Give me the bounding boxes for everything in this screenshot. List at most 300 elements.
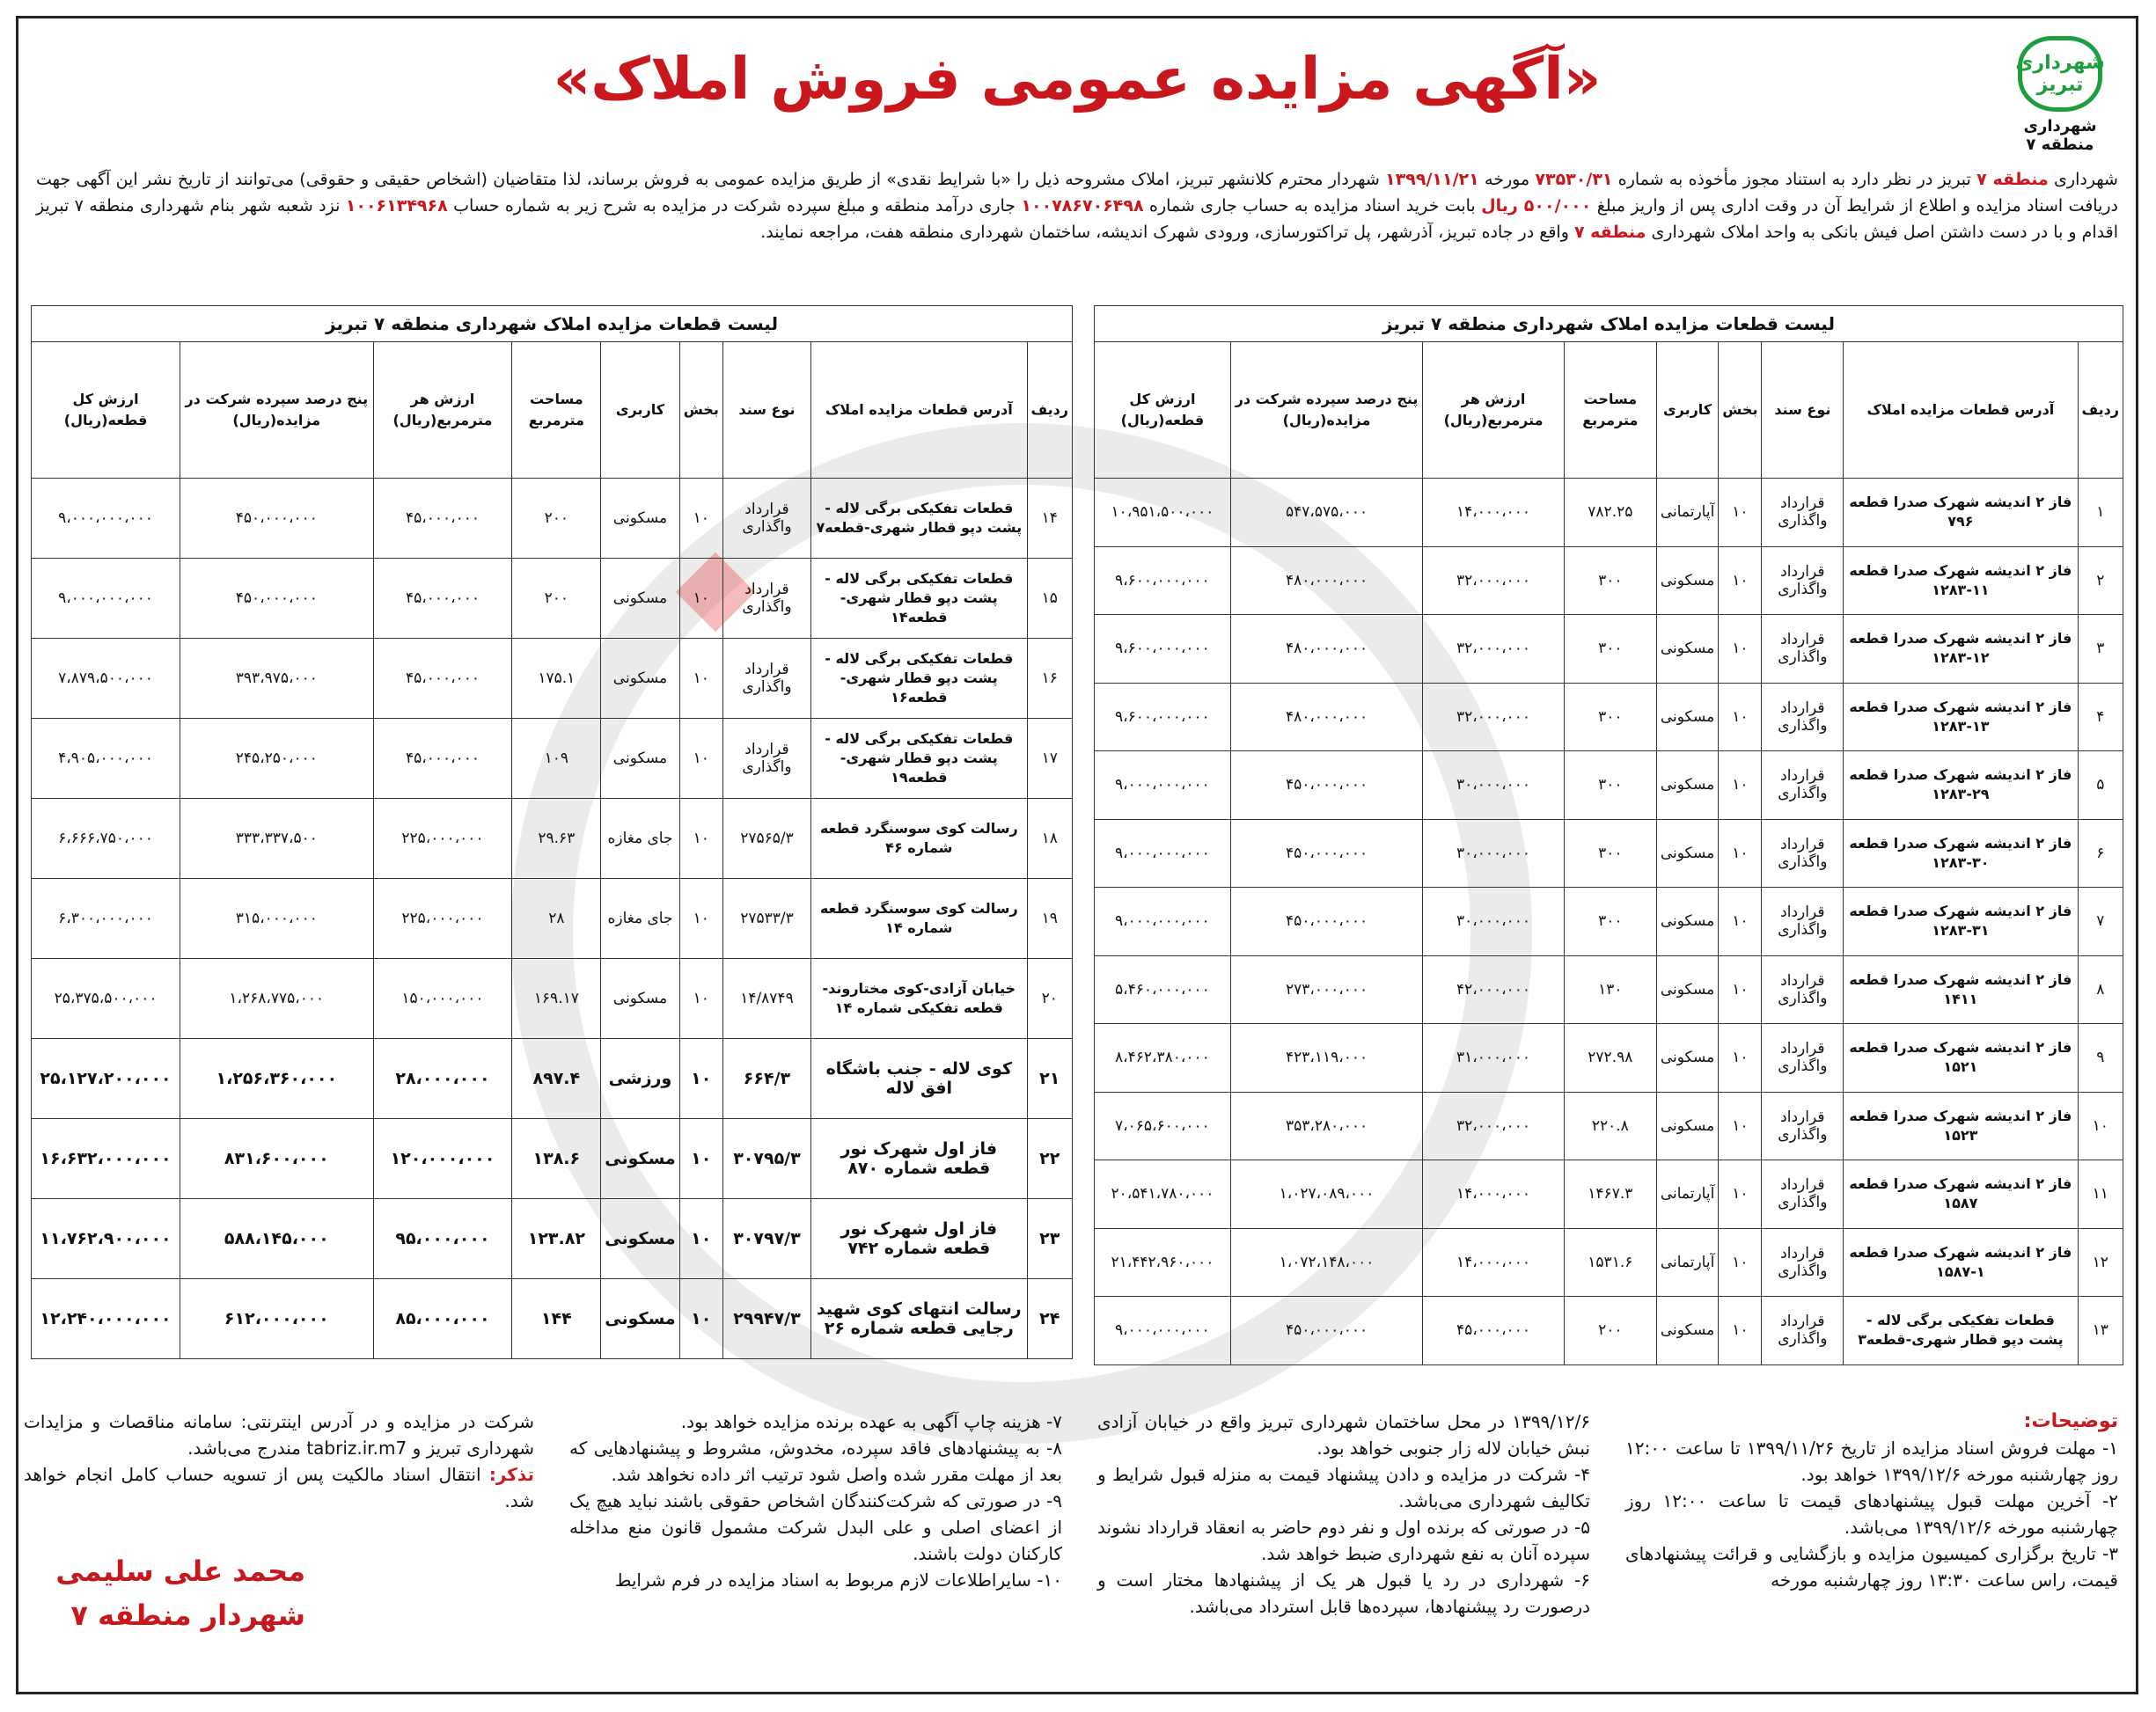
cell-address: فاز اول شهرک نور قطعه شماره ۸۷۰ <box>811 1119 1027 1199</box>
table-row <box>32 479 1073 559</box>
cell-document-type: قرارداد واگذاری <box>1762 479 1844 547</box>
cell-price-per-sqm: ۴۲،۰۰۰،۰۰۰ <box>1423 955 1565 1024</box>
intro-text: شهردار محترم کلانشهر تبریز، املاک مشروحه ذیل را «با شرایط نقدی» از طریق مزایده عمومی به فروش برساند، لذا متقاضیان (اشخاص حقیقی و حقوقی) می‌توانند از تاریخ نشر این آگهی جهت دریافت اسناد مزایده و اطلاع از شرایط آن در وقت اداری پس از واریز مبلغ <box>36 170 2119 216</box>
notes-column-2 <box>1097 1408 1590 1620</box>
cell-document-type: قرارداد واگذاری <box>1762 1024 1844 1093</box>
cell-land-use: ورزشی <box>601 1039 679 1119</box>
cell-total-value: ۹،۰۰۰،۰۰۰،۰۰۰ <box>32 559 180 639</box>
cell-area: ۳۰۰ <box>1564 546 1656 615</box>
cell-row-number: ۱ <box>2078 479 2123 547</box>
cell-area: ۱۲۳.۸۲ <box>512 1199 601 1279</box>
cell-document-type: قرارداد واگذاری <box>1762 1297 1844 1365</box>
intro-region: منطقه ۷ <box>1976 170 2049 189</box>
cell-address: قطعات تفکیکی برگی لاله - پشت دپو قطار شهری-قطعه۷ <box>811 479 1027 559</box>
notes-column-1 <box>1625 1408 2118 1593</box>
cell-area: ۱۳۸.۶ <box>512 1119 601 1199</box>
cell-area: ۱۰۹ <box>512 719 601 799</box>
cell-price-per-sqm: ۸۵،۰۰۰،۰۰۰ <box>373 1279 512 1359</box>
column-header-deposit: پنج درصد سپرده شرکت در مزایده(ریال) <box>1230 342 1422 479</box>
column-header-address: آدرس قطعات مزایده املاک <box>811 342 1027 479</box>
cell-row-number: ۷ <box>2078 888 2123 956</box>
cell-row-number: ۲۳ <box>1027 1199 1072 1279</box>
cell-area: ۲۷۲.۹۸ <box>1564 1024 1656 1093</box>
cell-section: ۱۰ <box>1719 819 1762 888</box>
cell-address: رسالت کوی سوسنگرد قطعه شماره ۱۴ <box>811 879 1027 959</box>
cell-price-per-sqm: ۴۵،۰۰۰،۰۰۰ <box>373 559 512 639</box>
auction-table-left <box>31 305 1073 1359</box>
cell-area: ۷۸۲.۲۵ <box>1564 479 1656 547</box>
cell-row-number: ۱۲ <box>2078 1228 2123 1297</box>
cell-address: فاز ۲ اندیشه شهرک صدرا قطعه ۱۱-۱۲۸۳ <box>1844 546 2078 615</box>
notes-column-3 <box>569 1408 1062 1593</box>
cell-section: ۱۰ <box>679 959 722 1039</box>
cell-deposit: ۴۸۰،۰۰۰،۰۰۰ <box>1230 615 1422 684</box>
signer-name: محمد علی سلیمی <box>55 1555 305 1588</box>
cell-total-value: ۹،۰۰۰،۰۰۰،۰۰۰ <box>1095 1297 1231 1365</box>
logo-text: شهرداری تبریز <box>2015 52 2105 96</box>
cell-address: قطعات تفکیکی برگی لاله - پشت دپو قطار شهری-قطعه۳ <box>1844 1297 2078 1365</box>
cell-area: ۲۰۰ <box>1564 1297 1656 1365</box>
page-title: «آگهی مزایده عمومی فروش املاک» <box>553 45 1602 113</box>
cell-land-use: مسکونی <box>601 959 679 1039</box>
column-header-land-use: کاربری <box>601 342 679 479</box>
auction-notice-page <box>16 16 2138 1694</box>
header <box>18 18 2136 159</box>
cell-address: فاز ۲ اندیشه شهرک صدرا قطعه ۱۵۲۱ <box>1844 1024 2078 1093</box>
cell-area: ۲۰۰ <box>512 479 601 559</box>
intro-text: نزد شعبه شهر بنام شهرداری منطقه ۷ تبریز اقدام و با در دست داشتن اصل فیش بانکی به واحد املاک شهرداری <box>36 196 2118 242</box>
cell-section: ۱۰ <box>1719 1297 1762 1365</box>
cell-deposit: ۴۸۰،۰۰۰،۰۰۰ <box>1230 546 1422 615</box>
cell-land-use: مسکونی <box>1656 888 1718 956</box>
cell-land-use: مسکونی <box>601 719 679 799</box>
cell-deposit: ۴۲۳،۱۱۹،۰۰۰ <box>1230 1024 1422 1093</box>
cell-price-per-sqm: ۴۵،۰۰۰،۰۰۰ <box>373 719 512 799</box>
column-header-deposit: پنج درصد سپرده شرکت در مزایده(ریال) <box>180 342 373 479</box>
cell-deposit: ۴۵۰،۰۰۰،۰۰۰ <box>1230 888 1422 956</box>
cell-price-per-sqm: ۲۸،۰۰۰،۰۰۰ <box>373 1039 512 1119</box>
cell-document-type: قرارداد واگذاری <box>1762 1160 1844 1229</box>
cell-deposit: ۱،۲۶۸،۷۷۵،۰۰۰ <box>180 959 373 1039</box>
cell-land-use: مسکونی <box>1656 751 1718 820</box>
cell-document-type: قرارداد واگذاری <box>1762 1228 1844 1297</box>
cell-price-per-sqm: ۱۴،۰۰۰،۰۰۰ <box>1423 1160 1565 1229</box>
cell-row-number: ۸ <box>2078 955 2123 1024</box>
cell-deposit: ۵۴۷،۵۷۵،۰۰۰ <box>1230 479 1422 547</box>
cell-total-value: ۱۱،۷۶۲،۹۰۰،۰۰۰ <box>32 1199 180 1279</box>
table-row <box>1095 955 2123 1024</box>
cell-price-per-sqm: ۴۵،۰۰۰،۰۰۰ <box>1423 1297 1565 1365</box>
cell-address: فاز ۲ اندیشه شهرک صدرا قطعه ۱۵۲۳ <box>1844 1092 2078 1160</box>
cell-area: ۱۶۹.۱۷ <box>512 959 601 1039</box>
table-row <box>32 639 1073 719</box>
table-row <box>32 1279 1073 1359</box>
signer-title: شهردار منطقه ۷ <box>70 1599 305 1632</box>
cell-document-type: قرارداد واگذاری <box>722 559 810 639</box>
table-body <box>1095 479 2123 1365</box>
cell-land-use: مسکونی <box>1656 1024 1718 1093</box>
cell-document-type: قرارداد واگذاری <box>1762 955 1844 1024</box>
cell-section: ۱۰ <box>679 559 722 639</box>
cell-area: ۱۷۵.۱ <box>512 639 601 719</box>
cell-total-value: ۶،۶۶۶،۷۵۰،۰۰۰ <box>32 799 180 879</box>
note-8: ۸- به پیشنهادهای فاقد سپرده، مخدوش، مشروط و پیشنهادهایی که بعد از مهلت مقرر شده واصل شود ترتیب اثر داده نخواهد شد. <box>569 1438 1062 1485</box>
table-row <box>32 959 1073 1039</box>
table-row <box>1095 1092 2123 1160</box>
cell-document-type: ۳۰۷۹۵/۳ <box>722 1119 810 1199</box>
cell-deposit: ۳۹۳،۹۷۵،۰۰۰ <box>180 639 373 719</box>
column-header-price-per-sqm: ارزش هر مترمربع(ریال) <box>1423 342 1565 479</box>
column-header-land-use: کاربری <box>1656 342 1718 479</box>
table-row <box>1095 1160 2123 1229</box>
cell-document-type: قرارداد واگذاری <box>722 479 810 559</box>
cell-deposit: ۱،۲۵۶،۳۶۰،۰۰۰ <box>180 1039 373 1119</box>
cell-area: ۳۰۰ <box>1564 683 1656 751</box>
cell-price-per-sqm: ۱۴،۰۰۰،۰۰۰ <box>1423 1228 1565 1297</box>
cell-area: ۱۵۳۱.۶ <box>1564 1228 1656 1297</box>
notes-column-4 <box>24 1408 534 1637</box>
intro-text: جاری درآمد منطقه و مبلغ سپرده شرکت در مزایده به شرح زیر به شماره حساب <box>453 196 1016 216</box>
cell-address: رسالت کوی سوسنگرد قطعه شماره ۴۶ <box>811 799 1027 879</box>
note-4: ۴- شرکت در مزایده و دادن پیشنهاد قیمت به منزله قبول شرایط و تکالیف شهرداری می‌باشد. <box>1097 1464 1590 1511</box>
cell-document-type: ۶۶۴/۳ <box>722 1039 810 1119</box>
note-9: ۹- در صورتی که شرکت‌کنندگان اشخاص حقوقی باشند نباید هیچ یک از اعضای اصلی و علی البدل شرکت مشمول قانون منع مداخله کارکنان دولت باشند. <box>569 1490 1062 1564</box>
cell-price-per-sqm: ۲۲۵،۰۰۰،۰۰۰ <box>373 879 512 959</box>
cell-price-per-sqm: ۳۲،۰۰۰،۰۰۰ <box>1423 615 1565 684</box>
cell-section: ۱۰ <box>679 1119 722 1199</box>
cell-section: ۱۰ <box>1719 615 1762 684</box>
cell-total-value: ۹،۰۰۰،۰۰۰،۰۰۰ <box>1095 751 1231 820</box>
cell-area: ۳۰۰ <box>1564 888 1656 956</box>
cell-address: فاز ۲ اندیشه شهرک صدرا قطعه ۱۴۱۱ <box>1844 955 2078 1024</box>
cell-total-value: ۵،۴۶۰،۰۰۰،۰۰۰ <box>1095 955 1231 1024</box>
reminder-label: تذکر: <box>488 1464 534 1485</box>
note-7: ۷- هزینه چاپ آگهی به عهده برنده مزایده خواهد بود. <box>680 1411 1062 1432</box>
cell-land-use: مسکونی <box>1656 546 1718 615</box>
cell-section: ۱۰ <box>679 479 722 559</box>
cell-total-value: ۷،۸۷۹،۵۰۰،۰۰۰ <box>32 639 180 719</box>
cell-section: ۱۰ <box>1719 1228 1762 1297</box>
column-header-section: بخش <box>1719 342 1762 479</box>
cell-section: ۱۰ <box>679 1199 722 1279</box>
cell-total-value: ۹،۶۰۰،۰۰۰،۰۰۰ <box>1095 683 1231 751</box>
cell-document-type: قرارداد واگذاری <box>1762 1092 1844 1160</box>
cell-address: فاز ۲ اندیشه شهرک صدرا قطعه ۳۰-۱۲۸۳ <box>1844 819 2078 888</box>
cell-row-number: ۱۹ <box>1027 879 1072 959</box>
cell-section: ۱۰ <box>679 719 722 799</box>
cell-row-number: ۱۵ <box>1027 559 1072 639</box>
cell-area: ۲۰۰ <box>512 559 601 639</box>
cell-land-use: مسکونی <box>601 559 679 639</box>
cell-area: ۳۰۰ <box>1564 819 1656 888</box>
cell-address: فاز ۲ اندیشه شهرک صدرا قطعه ۱۵۸۷ <box>1844 1160 2078 1229</box>
cell-land-use: مسکونی <box>1656 819 1718 888</box>
cell-section: ۱۰ <box>1719 1024 1762 1093</box>
note-3-continued: ۱۳۹۹/۱۲/۶ در محل ساختمان شهرداری تبریز واقع در خیابان آزادی نبش خیابان لاله زار جنوبی خواهد بود. <box>1097 1411 1590 1459</box>
cell-row-number: ۲۴ <box>1027 1279 1072 1359</box>
note-6: ۶- شهرداری در رد یا قبول هر یک از پیشنهادها مختار است و درصورت رد پیشنهادها، سپرده‌ها قابل استرداد می‌باشد. <box>1097 1569 1590 1617</box>
cell-land-use: جای مغازه <box>601 799 679 879</box>
cell-deposit: ۲۷۳،۰۰۰،۰۰۰ <box>1230 955 1422 1024</box>
cell-row-number: ۱۶ <box>1027 639 1072 719</box>
cell-land-use: مسکونی <box>1656 615 1718 684</box>
cell-row-number: ۱۳ <box>2078 1297 2123 1365</box>
cell-row-number: ۱۴ <box>1027 479 1072 559</box>
cell-section: ۱۰ <box>679 879 722 959</box>
note-10-continued: شرکت در مزایده و در آدرس اینترنتی: سامانه مناقصات و مزایدات شهرداری تبریز و tabriz.ir.m7 مندرج می‌باشد. <box>24 1411 534 1459</box>
cell-row-number: ۵ <box>2078 751 2123 820</box>
note-2: ۲- آخرین مهلت قبول پیشنهادهای قیمت تا ساعت ۱۲:۰۰ روز چهارشنبه مورخه ۱۳۹۹/۱۲/۶ می‌باشد. <box>1625 1490 2118 1538</box>
cell-total-value: ۴،۹۰۵،۰۰۰،۰۰۰ <box>32 719 180 799</box>
cell-price-per-sqm: ۹۵،۰۰۰،۰۰۰ <box>373 1199 512 1279</box>
cell-deposit: ۴۵۰،۰۰۰،۰۰۰ <box>1230 1297 1422 1365</box>
cell-total-value: ۹،۰۰۰،۰۰۰،۰۰۰ <box>1095 819 1231 888</box>
cell-section: ۱۰ <box>679 799 722 879</box>
cell-price-per-sqm: ۴۵،۰۰۰،۰۰۰ <box>373 639 512 719</box>
cell-row-number: ۱۸ <box>1027 799 1072 879</box>
cell-row-number: ۲۰ <box>1027 959 1072 1039</box>
column-header-price-per-sqm: ارزش هر مترمربع(ریال) <box>373 342 512 479</box>
table-row <box>1095 479 2123 547</box>
auction-table-right <box>1094 305 2123 1365</box>
cell-row-number: ۲۱ <box>1027 1039 1072 1119</box>
cell-deposit: ۱،۰۷۲،۱۴۸،۰۰۰ <box>1230 1228 1422 1297</box>
cell-total-value: ۱۰،۹۵۱،۵۰۰،۰۰۰ <box>1095 479 1231 547</box>
cell-address: رسالت انتهای کوی شهید رجایی قطعه شماره ۲۶ <box>811 1279 1027 1359</box>
reminder-text: انتقال اسناد مالکیت پس از تسویه حساب کامل انجام خواهد شد. <box>24 1464 534 1511</box>
cell-total-value: ۲۰،۵۴۱،۷۸۰،۰۰۰ <box>1095 1160 1231 1229</box>
cell-price-per-sqm: ۴۵،۰۰۰،۰۰۰ <box>373 479 512 559</box>
cell-land-use: مسکونی <box>601 1199 679 1279</box>
column-header-total-value: ارزش کل قطعه(ریال) <box>1095 342 1231 479</box>
cell-section: ۱۰ <box>1719 955 1762 1024</box>
cell-section: ۱۰ <box>1719 546 1762 615</box>
cell-document-type: ۲۷۵۳۳/۳ <box>722 879 810 959</box>
note-1: ۱- مهلت فروش اسناد مزایده از تاریخ ۱۳۹۹/۱۱/۲۶ تا ساعت ۱۲:۰۰ روز چهارشنبه مورخه ۱۳۹۹/۱۲/۶ خواهد بود. <box>1625 1438 2118 1485</box>
cell-deposit: ۲۴۵،۲۵۰،۰۰۰ <box>180 719 373 799</box>
cell-row-number: ۱۰ <box>2078 1092 2123 1160</box>
cell-area: ۱۴۶۷.۳ <box>1564 1160 1656 1229</box>
cell-document-type: ۱۴/۸۷۴۹ <box>722 959 810 1039</box>
cell-deposit: ۸۳۱،۶۰۰،۰۰۰ <box>180 1119 373 1199</box>
cell-land-use: مسکونی <box>601 639 679 719</box>
column-header-address: آدرس قطعات مزایده املاک <box>1844 342 2078 479</box>
cell-price-per-sqm: ۳۰،۰۰۰،۰۰۰ <box>1423 819 1565 888</box>
table-caption: لیست قطعات مزایده املاک شهرداری منطقه ۷ تبریز <box>1094 305 2123 341</box>
cell-address: فاز ۲ اندیشه شهرک صدرا قطعه ۷۹۶ <box>1844 479 2078 547</box>
cell-total-value: ۱۲،۲۴۰،۰۰۰،۰۰۰ <box>32 1279 180 1359</box>
cell-row-number: ۹ <box>2078 1024 2123 1093</box>
cell-address: فاز ۲ اندیشه شهرک صدرا قطعه ۱۳-۱۲۸۳ <box>1844 683 2078 751</box>
cell-section: ۱۰ <box>679 1039 722 1119</box>
cell-area: ۳۰۰ <box>1564 751 1656 820</box>
cell-address: فاز ۲ اندیشه شهرک صدرا قطعه ۳۱-۱۲۸۳ <box>1844 888 2078 956</box>
cell-section: ۱۰ <box>1719 1160 1762 1229</box>
table-row <box>32 1039 1073 1119</box>
cell-document-type: قرارداد واگذاری <box>1762 683 1844 751</box>
cell-deposit: ۳۳۳،۳۳۷،۵۰۰ <box>180 799 373 879</box>
cell-row-number: ۲۲ <box>1027 1119 1072 1199</box>
cell-total-value: ۹،۶۰۰،۰۰۰،۰۰۰ <box>1095 615 1231 684</box>
cell-land-use: مسکونی <box>1656 955 1718 1024</box>
cell-total-value: ۲۵،۳۷۵،۵۰۰،۰۰۰ <box>32 959 180 1039</box>
cell-price-per-sqm: ۱۲۰،۰۰۰،۰۰۰ <box>373 1119 512 1199</box>
table-row <box>1095 546 2123 615</box>
cell-land-use: مسکونی <box>1656 1297 1718 1365</box>
cell-document-type: ۲۹۹۴۷/۳ <box>722 1279 810 1359</box>
table-row <box>32 719 1073 799</box>
cell-section: ۱۰ <box>1719 683 1762 751</box>
cell-total-value: ۷،۰۶۵،۶۰۰،۰۰۰ <box>1095 1092 1231 1160</box>
notes-heading: توضیحات: <box>2023 1410 2118 1432</box>
cell-area: ۳۰۰ <box>1564 615 1656 684</box>
cell-deposit: ۴۸۰،۰۰۰،۰۰۰ <box>1230 683 1422 751</box>
cell-address: فاز اول شهرک نور قطعه شماره ۷۴۲ <box>811 1199 1027 1279</box>
cell-document-type: قرارداد واگذاری <box>1762 615 1844 684</box>
cell-address: خیابان آزادی-کوی مختاروند-قطعه تفکیکی شماره ۱۴ <box>811 959 1027 1039</box>
column-header-row-number: ردیف <box>2078 342 2123 479</box>
cell-total-value: ۸،۴۶۲،۳۸۰،۰۰۰ <box>1095 1024 1231 1093</box>
cell-price-per-sqm: ۱۵۰،۰۰۰،۰۰۰ <box>373 959 512 1039</box>
cell-area: ۱۳۰ <box>1564 955 1656 1024</box>
cell-document-type: قرارداد واگذاری <box>1762 888 1844 956</box>
cell-deposit: ۳۱۵،۰۰۰،۰۰۰ <box>180 879 373 959</box>
cell-section: ۱۰ <box>1719 751 1762 820</box>
table-row <box>1095 1228 2123 1297</box>
cell-document-type: ۲۷۵۶۵/۳ <box>722 799 810 879</box>
cell-deposit: ۶۱۲،۰۰۰،۰۰۰ <box>180 1279 373 1359</box>
intro-text: شهرداری <box>2054 170 2118 189</box>
cell-address: قطعات تفکیکی برگی لاله - پشت دپو قطار شهری-قطعه۱۶ <box>811 639 1027 719</box>
cell-section: ۱۰ <box>679 1279 722 1359</box>
cell-land-use: آپارتمانی <box>1656 1160 1718 1229</box>
cell-row-number: ۲ <box>2078 546 2123 615</box>
cell-land-use: مسکونی <box>601 1279 679 1359</box>
table-header-row <box>1095 342 2123 479</box>
permit-date: ۱۳۹۹/۱۱/۲۱ <box>1385 170 1479 189</box>
cell-land-use: آپارتمانی <box>1656 479 1718 547</box>
table-row <box>1095 1024 2123 1093</box>
cell-land-use: مسکونی <box>1656 683 1718 751</box>
cell-document-type: قرارداد واگذاری <box>1762 819 1844 888</box>
cell-price-per-sqm: ۳۲،۰۰۰،۰۰۰ <box>1423 546 1565 615</box>
notes-section <box>24 1408 2118 1683</box>
cell-address: کوی لاله - جنب باشگاه افق لاله <box>811 1039 1027 1119</box>
cell-deposit: ۴۵۰،۰۰۰،۰۰۰ <box>180 559 373 639</box>
table-caption: لیست قطعات مزایده املاک شهرداری منطقه ۷ تبریز <box>31 305 1073 341</box>
column-header-total-value: ارزش کل قطعه(ریال) <box>32 342 180 479</box>
note-3: ۳- تاریخ برگزاری کمیسیون مزایده و بازگشایی و قرائت پیشنهادهای قیمت، راس ساعت ۱۳:۳۰ روز چهارشنبه مورخه <box>1625 1543 2118 1591</box>
document-fee: ۵۰۰/۰۰۰ ریال <box>1481 196 1592 216</box>
cell-total-value: ۲۵،۱۲۷،۲۰۰،۰۰۰ <box>32 1039 180 1119</box>
cell-price-per-sqm: ۳۱،۰۰۰،۰۰۰ <box>1423 1024 1565 1093</box>
intro-text: واقع در جاده تبریز، آذرشهر، پل تراکتورسازی، ورودی شهرک اندیشه، ساختمان شهرداری منطقه هفت، مراجعه نمایند. <box>760 223 1569 242</box>
cell-deposit: ۳۵۳،۲۸۰،۰۰۰ <box>1230 1092 1422 1160</box>
cell-deposit: ۴۵۰،۰۰۰،۰۰۰ <box>1230 819 1422 888</box>
cell-price-per-sqm: ۳۰،۰۰۰،۰۰۰ <box>1423 751 1565 820</box>
signature-block <box>24 1549 534 1637</box>
cell-area: ۱۴۴ <box>512 1279 601 1359</box>
cell-deposit: ۵۸۸،۱۴۵،۰۰۰ <box>180 1199 373 1279</box>
table-row <box>1095 751 2123 820</box>
table-row <box>32 879 1073 959</box>
cell-land-use: مسکونی <box>601 479 679 559</box>
cell-document-type: قرارداد واگذاری <box>722 639 810 719</box>
column-header-area: مساحت مترمربع <box>1564 342 1656 479</box>
cell-section: ۱۰ <box>1719 1092 1762 1160</box>
permit-number: ۷۳۵۳۰/۳۱ <box>1535 170 1613 189</box>
table-row <box>1095 888 2123 956</box>
intro-text: تبریز در نظر دارد به استناد مجوز مأخوذه به شماره <box>1617 170 1971 189</box>
cell-row-number: ۶ <box>2078 819 2123 888</box>
tables-area <box>31 305 2123 1380</box>
table-row <box>32 799 1073 879</box>
account-number-1: ۱۰۰۷۸۶۷۰۶۴۹۸ <box>1021 196 1144 216</box>
account-number-2: ۱۰۰۶۱۳۴۹۶۸ <box>345 196 448 216</box>
logo-caption: شهرداری منطقه ۷ <box>2023 117 2097 154</box>
intro-paragraph <box>36 166 2118 270</box>
cell-deposit: ۴۵۰،۰۰۰،۰۰۰ <box>180 479 373 559</box>
cell-address: قطعات تفکیکی برگی لاله - پشت دپو قطار شهری-قطعه۱۹ <box>811 719 1027 799</box>
cell-land-use: آپارتمانی <box>1656 1228 1718 1297</box>
table-row <box>32 1119 1073 1199</box>
column-header-area: مساحت مترمربع <box>512 342 601 479</box>
cell-address: قطعات تفکیکی برگی لاله - پشت دپو قطار شهری-قطعه۱۴ <box>811 559 1027 639</box>
cell-price-per-sqm: ۳۲،۰۰۰،۰۰۰ <box>1423 1092 1565 1160</box>
cell-total-value: ۱۶،۶۳۲،۰۰۰،۰۰۰ <box>32 1119 180 1199</box>
cell-section: ۱۰ <box>1719 888 1762 956</box>
cell-document-type: قرارداد واگذاری <box>1762 546 1844 615</box>
cell-section: ۱۰ <box>679 639 722 719</box>
cell-row-number: ۱۷ <box>1027 719 1072 799</box>
cell-address: فاز ۲ اندیشه شهرک صدرا قطعه ۱۲-۱۲۸۳ <box>1844 615 2078 684</box>
column-header-row-number: ردیف <box>1027 342 1072 479</box>
cell-price-per-sqm: ۳۰،۰۰۰،۰۰۰ <box>1423 888 1565 956</box>
cell-area: ۲۹.۶۳ <box>512 799 601 879</box>
cell-row-number: ۴ <box>2078 683 2123 751</box>
note-10: ۱۰- سایراطلاعات لازم مربوط به اسناد مزایده در فرم شرایط <box>614 1569 1062 1591</box>
cell-area: ۲۸ <box>512 879 601 959</box>
cell-price-per-sqm: ۳۲،۰۰۰،۰۰۰ <box>1423 683 1565 751</box>
cell-land-use: مسکونی <box>601 1119 679 1199</box>
note-5: ۵- در صورتی که برنده اول و نفر دوم حاضر به انعقاد قرارداد نشوند سپرده آنان به نفع شهرداری ضبط خواهد شد. <box>1097 1517 1590 1564</box>
cell-price-per-sqm: ۲۲۵،۰۰۰،۰۰۰ <box>373 799 512 879</box>
cell-land-use: مسکونی <box>1656 1092 1718 1160</box>
cell-address: فاز ۲ اندیشه شهرک صدرا قطعه ۱-۱۵۸۷ <box>1844 1228 2078 1297</box>
cell-total-value: ۹،۰۰۰،۰۰۰،۰۰۰ <box>1095 888 1231 956</box>
table-row <box>32 559 1073 639</box>
cell-row-number: ۱۱ <box>2078 1160 2123 1229</box>
table-header-row <box>32 342 1073 479</box>
column-header-document-type: نوع سند <box>722 342 810 479</box>
reminder <box>24 1461 534 1514</box>
table-body <box>32 479 1073 1359</box>
column-header-document-type: نوع سند <box>1762 342 1844 479</box>
cell-deposit: ۱،۰۲۷،۰۸۹،۰۰۰ <box>1230 1160 1422 1229</box>
intro-text: مورخه <box>1485 170 1530 189</box>
cell-document-type: قرارداد واگذاری <box>1762 751 1844 820</box>
cell-total-value: ۶،۳۰۰،۰۰۰،۰۰۰ <box>32 879 180 959</box>
cell-deposit: ۴۵۰،۰۰۰،۰۰۰ <box>1230 751 1422 820</box>
cell-area: ۲۲۰.۸ <box>1564 1092 1656 1160</box>
table-row <box>32 1199 1073 1279</box>
table-row <box>1095 819 2123 888</box>
cell-document-type: ۳۰۷۹۷/۳ <box>722 1199 810 1279</box>
table-row <box>1095 683 2123 751</box>
cell-land-use: جای مغازه <box>601 879 679 959</box>
cell-address: فاز ۲ اندیشه شهرک صدرا قطعه ۲۹-۱۲۸۳ <box>1844 751 2078 820</box>
cell-document-type: قرارداد واگذاری <box>722 719 810 799</box>
